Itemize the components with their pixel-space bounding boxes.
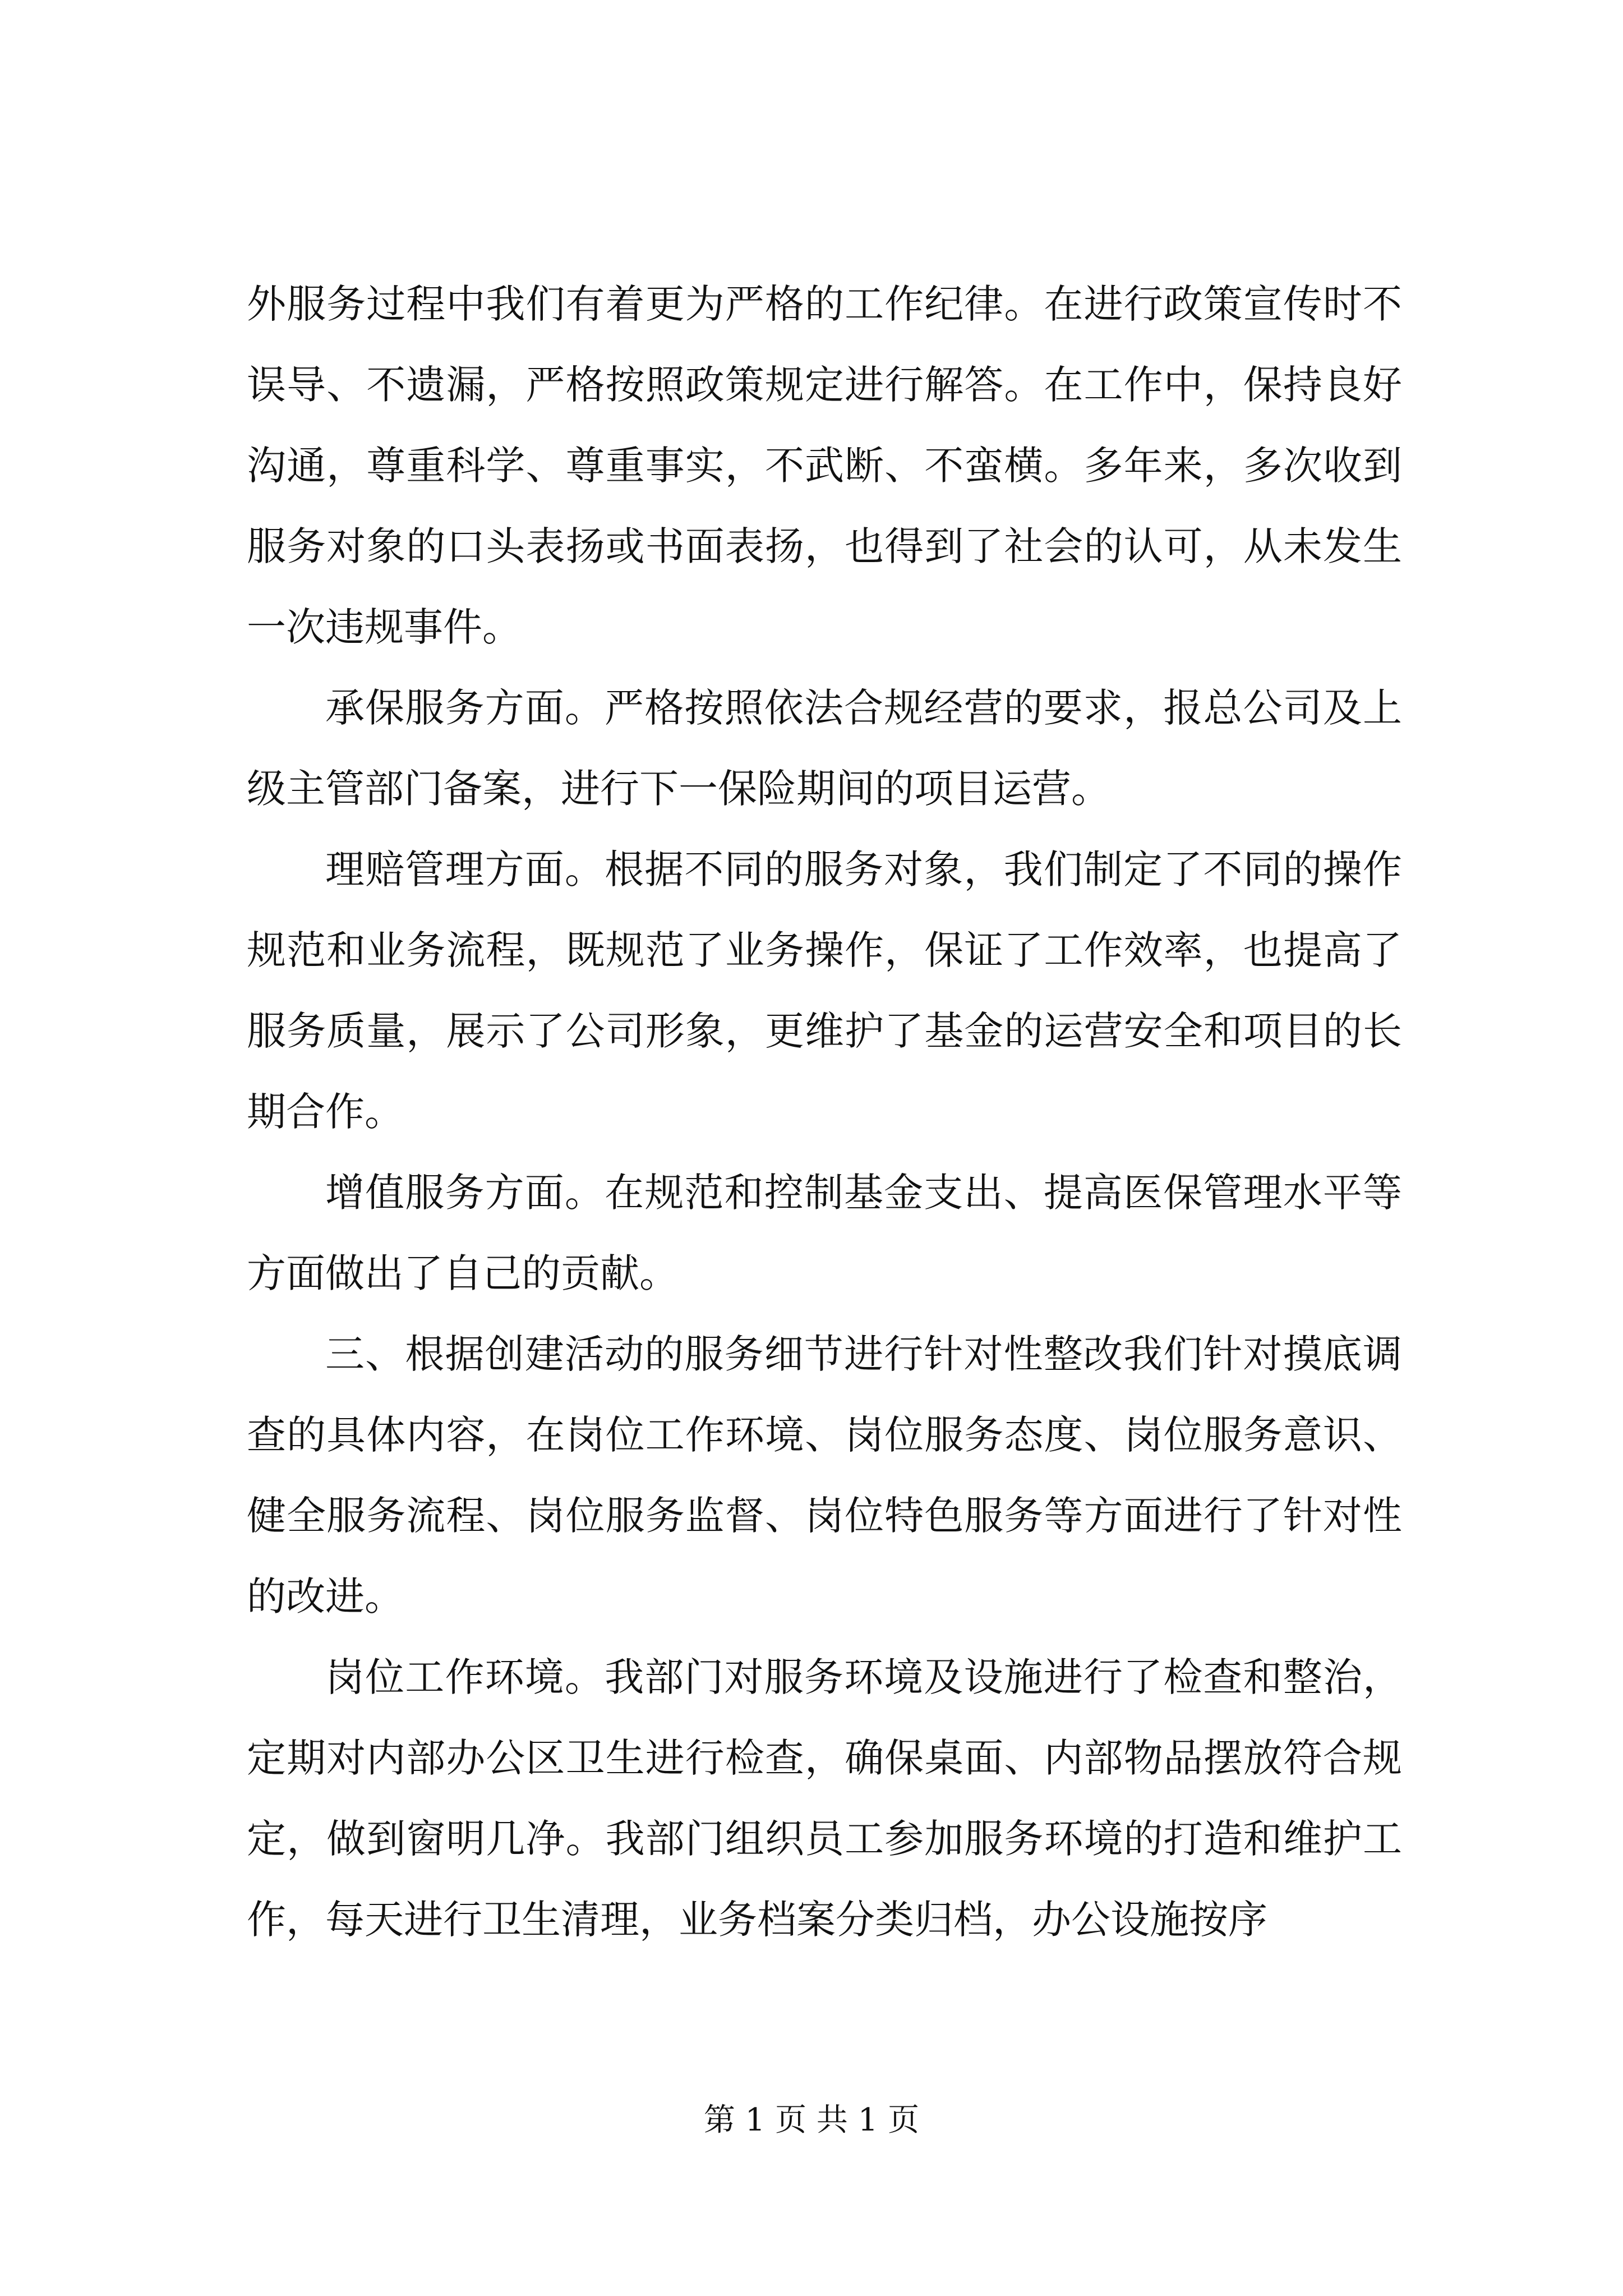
document-body: [247, 264, 1402, 1960]
paragraph-value-added-service: 增值服务方面。在规范和控制基金支出、提高医保管理水平等方面做出了自己的贡献。: [247, 1170, 1402, 1296]
paragraph-work-environment: 岗位工作环境。我部门对服务环境及设施进行了检查和整治，定期对内部办公区卫生进行检查，确保桌面、内部物品摆放符合规定，做到窗明几净。我部门组织员工参加服务环境的打造和维护工作，每天进行卫生清理，业务档案分类归档，办公设施按序: [247, 1654, 1402, 1943]
paragraph-underwriting-service: 承保服务方面。严格按照依法合规经营的要求，报总公司及上级主管部门备案，进行下一保险期间的项目运营。: [247, 685, 1402, 812]
page-footer: 第 1 页 共 1 页: [703, 2102, 920, 2138]
paragraph-continuation: 外服务过程中我们有着更为严格的工作纪律。在进行政策宣传时不误导、不遗漏，严格按照政策规定进行解答。在工作中，保持良好沟通，尊重科学、尊重事实，不武断、不蛮横。多年来，多次收到服务对象的口头表扬或书面表扬，也得到了社会的认可，从未发生一次违规事件。: [247, 281, 1402, 650]
paragraph-section-three: 三、根据创建活动的服务细节进行针对性整改我们针对摸底调查的具体内容，在岗位工作环境、岗位服务态度、岗位服务意识、健全服务流程、岗位服务监督、岗位特色服务等方面进行了针对性的改进。: [247, 1331, 1402, 1619]
paragraph-claims-management: 理赔管理方面。根据不同的服务对象，我们制定了不同的操作规范和业务流程，既规范了业务操作，保证了工作效率，也提高了服务质量，展示了公司形象，更维护了基金的运营安全和项目的长期合作。: [247, 846, 1402, 1135]
